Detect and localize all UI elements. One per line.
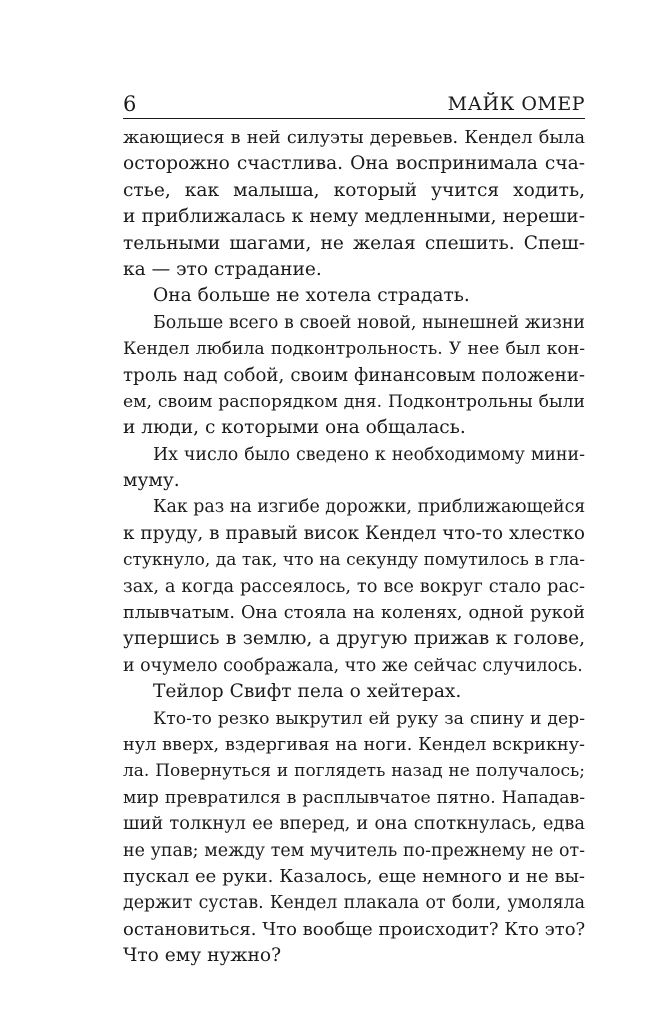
text-line: не упав; между тем мучитель по-прежнему не от- [123, 840, 585, 861]
text-line: Тейлор Свифт пела о хейтерах. [153, 681, 462, 703]
text-line: нул вверх, вздергивая на ноги. Кендел вскрикну- [123, 734, 585, 755]
body-text [123, 125, 585, 970]
text-line: и приближалась к нему медленными, нереши- [123, 206, 585, 228]
text-line: ла. Повернуться и поглядеть назад не получалось; [123, 761, 585, 782]
text-line: Их число было сведено к необходимому мини- [153, 444, 585, 465]
text-line: и очумело соображала, что же сейчас случилось. [123, 655, 583, 676]
text-line: Как раз на изгибе дорожки, приближающейся [153, 497, 586, 518]
text-line: Она больше не хотела страдать. [153, 285, 470, 307]
text-line: к пруду, в правый висок Кендел что-то хлестко [123, 522, 585, 544]
text-line: Кто-то резко выкрутил ей руку за спину и дер- [153, 708, 585, 729]
text-line: стукнуло, да так, что на секунду помутилось в гла- [123, 550, 585, 571]
page-header [123, 86, 585, 119]
text-line: упершись в землю, а другую прижав к голове, [123, 628, 585, 650]
text-line: троль над собой, своим финансовым положени- [123, 364, 585, 386]
text-line: зах, а когда рассеялось, то все вокруг стало рас- [123, 575, 585, 597]
text-line: Кендел любила подконтрольность. У нее был кон- [123, 339, 585, 360]
text-line: муму. [123, 470, 180, 492]
text-line: осторожно счастлива. Она воспринимала сча- [123, 153, 585, 175]
text-line: тельными шагами, не желая спешить. Спеш- [123, 232, 585, 254]
page-number: 6 [123, 92, 137, 116]
text-line: и люди, с которыми она общалась. [123, 417, 466, 439]
running-head-author: МАЙК ОМЕР [447, 93, 585, 115]
text-line: жающиеся в ней силуэты деревьев. Кендел была [123, 128, 585, 148]
text-line: остановиться. Что вообще происходит? Кто это? [123, 918, 586, 940]
text-line: Больше всего в своей новой, нынешней жизни [153, 312, 585, 333]
text-line: Что ему нужно? [123, 945, 282, 967]
text-line: ка — это страдание. [123, 258, 322, 280]
book-page [123, 86, 585, 970]
text-line: стье, как малыша, который учится ходить, [123, 179, 585, 201]
text-line: ший толкнул ее вперед, и она споткнулась, едва [123, 813, 585, 835]
text-line: плывчатым. Она стояла на коленях, одной рукой [123, 603, 585, 624]
text-line: держит сустав. Кендел плакала от боли, умоляла [123, 893, 585, 914]
text-line: мир превратился в расплывчатое пятно. Нападав- [123, 787, 585, 808]
text-line: ем, своим распорядком дня. Подконтрольны были [123, 391, 585, 412]
text-line: пускал ее руки. Казалось, еще немного и не вы- [123, 865, 585, 887]
